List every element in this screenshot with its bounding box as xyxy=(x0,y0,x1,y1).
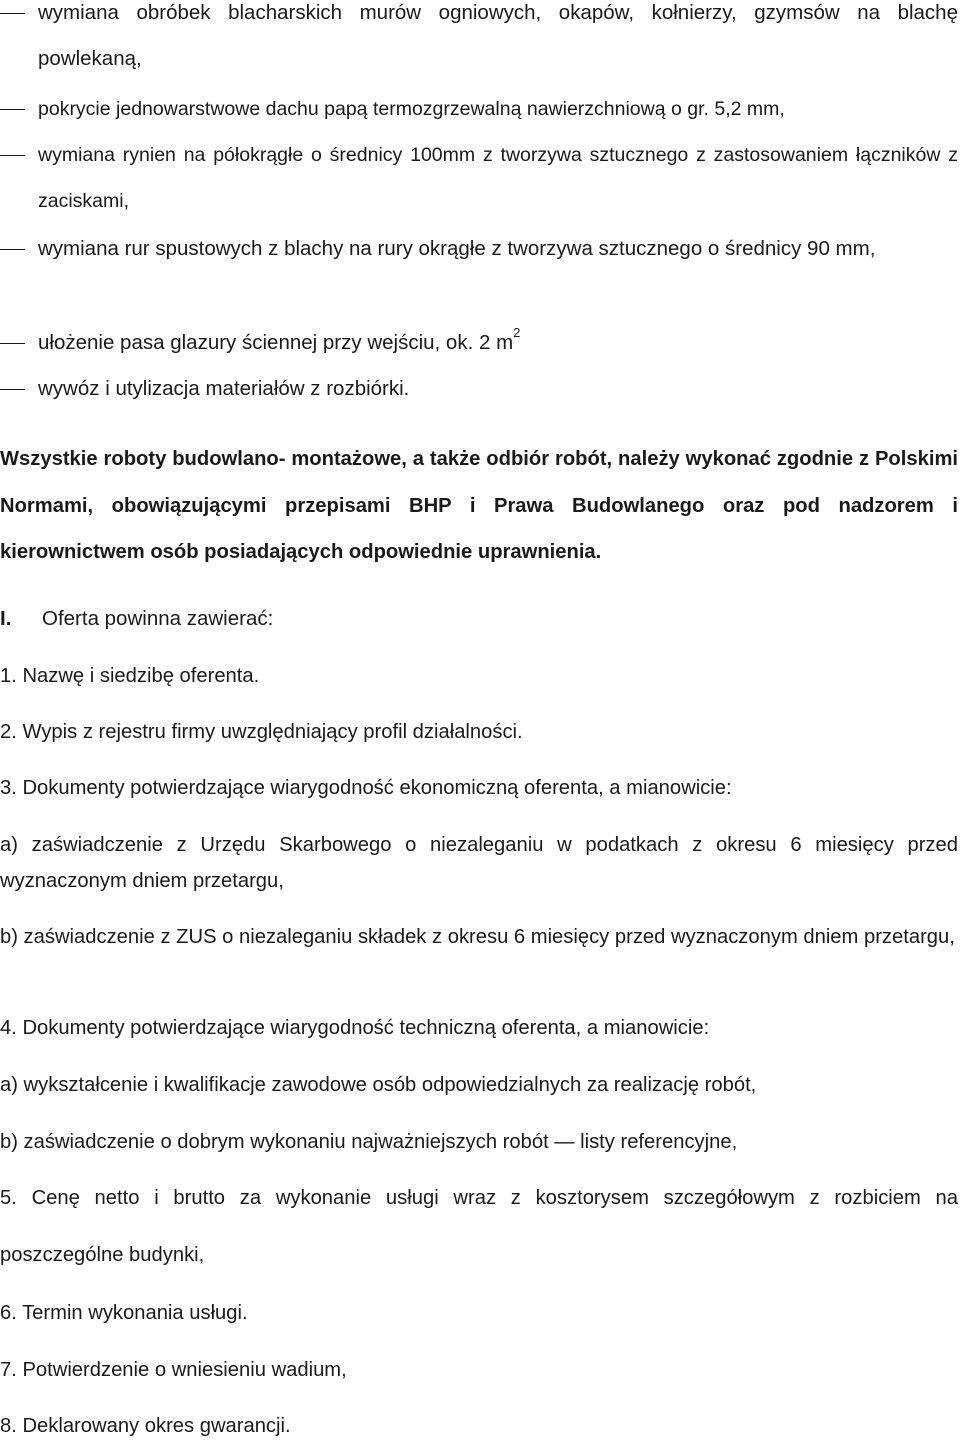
section-number: I. xyxy=(0,607,12,630)
dash-list-item xyxy=(0,86,958,132)
dash-item-text: wymiana rur spustowych z blachy na rury okrągłe z tworzywa sztucznego o średnicy 90 mm, xyxy=(38,237,876,260)
section-title: Oferta powinna zawierać: xyxy=(42,607,274,630)
requirements-paragraph: Wszystkie roboty budowlano- montażowe, a także odbiór robót, należy wykonać zgodnie z Polskimi Normami, obowiązującymi przepisami BHP i Prawa Budowlanego oraz pod nadzorem i kierownictwem osób posiadających odpowiednie uprawnienia. xyxy=(0,448,958,563)
offer-item-4b: b) zaświadczenie o dobrym wykonaniu najważniejszych robót — listy referencyjne, xyxy=(0,1131,738,1153)
dash-item-text: ułożenie pasa glazury ściennej przy wejściu, ok. 2 m xyxy=(38,331,514,354)
dash-bullet xyxy=(0,13,25,14)
offer-item-1: 1. Nazwę i siedzibę oferenta. xyxy=(0,665,260,687)
offer-item-8: 8. Deklarowany okres gwarancji. xyxy=(0,1415,291,1437)
offer-item-5: 5. Cenę netto i brutto za wykonanie usługi wraz z kosztorysem szczegółowym z rozbiciem na poszczególne budynki, xyxy=(0,1187,958,1266)
offer-item-2: 2. Wypis z rejestru firmy uwzględniający profil działalności. xyxy=(0,721,523,743)
offer-item-3: 3. Dokumenty potwierdzające wiarygodność ekonomiczną oferenta, a mianowicie: xyxy=(0,777,732,799)
dash-list-item xyxy=(0,366,958,412)
offer-item-4: 4. Dokumenty potwierdzające wiarygodność techniczną oferenta, a mianowicie: xyxy=(0,1017,710,1039)
offer-item-4a: a) wykształcenie i kwalifikacje zawodowe osób odpowiedzialnych za realizację robót, xyxy=(0,1074,757,1096)
dash-list-item xyxy=(0,0,958,82)
dash-item-text: wymiana obróbek blacharskich murów ogniowych, okapów, kołnierzy, gzymsów na blachę powlekaną, xyxy=(38,1,958,70)
offer-item-7: 7. Potwierdzenie o wniesieniu wadium, xyxy=(0,1359,347,1381)
dash-bullet xyxy=(0,249,25,250)
offer-item-6: 6. Termin wykonania usługi. xyxy=(0,1302,248,1324)
superscript-square: 2 xyxy=(513,325,521,340)
dash-bullet xyxy=(0,389,25,390)
dash-list-item xyxy=(0,320,958,366)
dash-item-text: wywóz i utylizacja materiałów z rozbiórki. xyxy=(38,377,410,400)
dash-item-text: pokrycie jednowarstwowe dachu papą termozgrzewalną nawierzchniową o gr. 5,2 mm, xyxy=(38,98,785,120)
dash-bullet xyxy=(0,343,25,344)
dash-list-item xyxy=(0,226,958,272)
dash-bullet xyxy=(0,155,25,156)
section-heading xyxy=(0,604,273,634)
offer-item-3a: a) zaświadczenie z Urzędu Skarbowego o niezaleganiu w podatkach z okresu 6 miesięcy przed wyznaczonym dniem przetargu, xyxy=(0,834,958,892)
dash-list-item xyxy=(0,132,958,224)
dash-item-text: wymiana rynien na półokrągłe o średnicy 100mm z tworzywa sztucznego z zastosowaniem łączników z zaciskami, xyxy=(38,144,958,212)
dash-bullet xyxy=(0,109,25,110)
offer-item-3b: b) zaświadczenie z ZUS o niezaleganiu składek z okresu 6 miesięcy przed wyznaczonym dniem przetargu, xyxy=(0,926,955,948)
